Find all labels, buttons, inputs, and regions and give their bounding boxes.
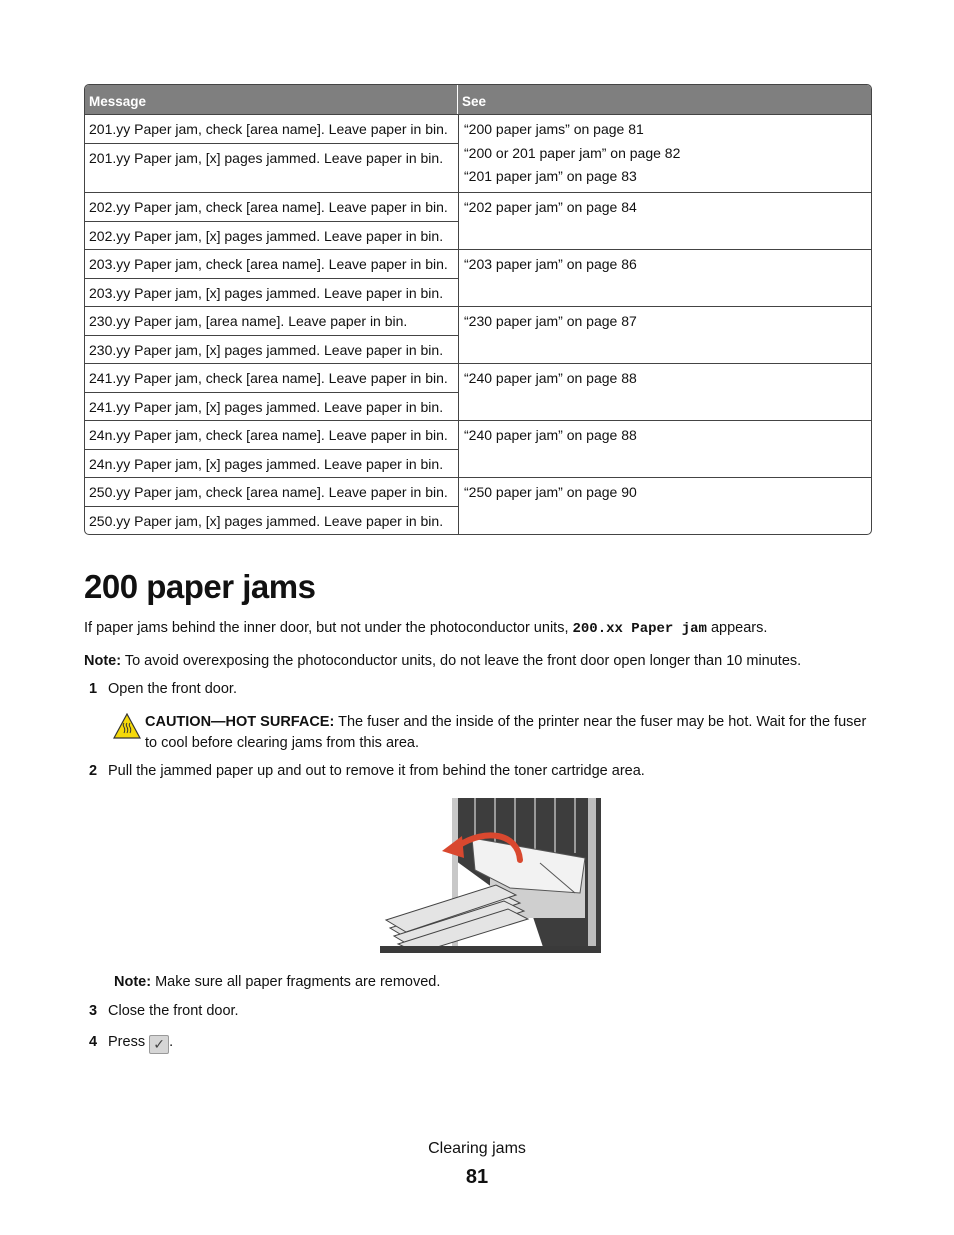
section-heading: 200 paper jams bbox=[84, 568, 316, 605]
message-cell-group bbox=[85, 193, 459, 249]
note-text-2: Make sure all paper fragments are removed. bbox=[155, 974, 441, 990]
see-reference: “200 or 201 paper jam” on page 82 bbox=[464, 144, 681, 161]
message-cell: 201.yy Paper jam, [x] pages jammed. Leave paper in bin. bbox=[85, 143, 458, 171]
note-overexpose bbox=[84, 651, 801, 671]
see-cell bbox=[459, 421, 871, 477]
printer-paper-jam-illustration bbox=[380, 798, 601, 953]
step-text-3: Close the front door. bbox=[108, 1003, 239, 1019]
table-row-group bbox=[85, 477, 871, 534]
page-number: 81 bbox=[465, 1166, 489, 1188]
hot-surface-warning-icon bbox=[113, 713, 141, 739]
note-fragments bbox=[114, 972, 440, 992]
see-cell bbox=[459, 364, 871, 420]
see-reference: “203 paper jam” on page 86 bbox=[464, 255, 637, 272]
message-cell-group bbox=[85, 478, 459, 534]
see-reference: “201 paper jam” on page 83 bbox=[464, 168, 637, 184]
see-reference: “240 paper jam” on page 88 bbox=[464, 426, 637, 443]
see-reference: “202 paper jam” on page 84 bbox=[464, 198, 637, 215]
step-number-1: 1 bbox=[89, 681, 98, 697]
note-label: Note: bbox=[84, 653, 122, 669]
table-row-group bbox=[85, 192, 871, 249]
check-key-icon: ✓ bbox=[149, 1035, 169, 1054]
message-cell-group bbox=[85, 250, 459, 306]
step-text-2: Pull the jammed paper up and out to remove it from behind the toner cartridge area. bbox=[108, 763, 645, 779]
message-cell: 241.yy Paper jam, check [area name]. Leave paper in bin. bbox=[89, 369, 448, 386]
see-cell bbox=[459, 478, 871, 534]
intro-paragraph bbox=[84, 618, 767, 639]
message-cell: 241.yy Paper jam, [x] pages jammed. Leave paper in bin. bbox=[85, 392, 458, 420]
step-number-2: 2 bbox=[89, 763, 98, 779]
intro-text: If paper jams behind the inner door, but not under the photoconductor units, bbox=[84, 620, 569, 636]
message-table bbox=[84, 84, 872, 535]
message-cell: 250.yy Paper jam, check [area name]. Leave paper in bin. bbox=[89, 483, 448, 500]
header-message: Message bbox=[85, 85, 458, 114]
step-text-1: Open the front door. bbox=[108, 681, 237, 697]
message-cell: 230.yy Paper jam, [area name]. Leave paper in bin. bbox=[89, 312, 408, 329]
table-body bbox=[85, 114, 871, 534]
message-cell: 230.yy Paper jam, [x] pages jammed. Leave paper in bin. bbox=[85, 335, 458, 363]
message-cell: 201.yy Paper jam, check [area name]. Leave paper in bin. bbox=[89, 121, 448, 137]
press-suffix: . bbox=[169, 1034, 174, 1050]
message-cell: 203.yy Paper jam, check [area name]. Leave paper in bin. bbox=[89, 255, 448, 272]
intro-text-end: appears. bbox=[710, 620, 768, 636]
footer-section: Clearing jams bbox=[428, 1140, 526, 1157]
message-cell: 203.yy Paper jam, [x] pages jammed. Leave paper in bin. bbox=[85, 278, 458, 306]
see-reference: “230 paper jam” on page 87 bbox=[464, 312, 637, 329]
step-text-4 bbox=[108, 1034, 173, 1054]
message-cell: 24n.yy Paper jam, [x] pages jammed. Leave paper in bin. bbox=[85, 449, 458, 477]
message-cell: 24n.yy Paper jam, check [area name]. Leave paper in bin. bbox=[89, 426, 448, 443]
table-header bbox=[85, 85, 871, 114]
table-row-group bbox=[85, 306, 871, 363]
see-reference: “240 paper jam” on page 88 bbox=[464, 369, 637, 386]
see-reference: “250 paper jam” on page 90 bbox=[464, 483, 637, 500]
header-see: See bbox=[462, 94, 487, 109]
intro-code: 200.xx Paper jam bbox=[572, 621, 707, 637]
message-cell-group bbox=[85, 421, 459, 477]
step-number-3: 3 bbox=[89, 1003, 98, 1019]
see-cell bbox=[459, 307, 871, 363]
message-cell-group bbox=[85, 307, 459, 363]
message-cell: 250.yy Paper jam, [x] pages jammed. Leave paper in bin. bbox=[85, 506, 458, 534]
message-cell: 202.yy Paper jam, [x] pages jammed. Leave paper in bin. bbox=[85, 221, 458, 249]
caution-label: CAUTION—HOT SURFACE: bbox=[145, 714, 335, 730]
note-text: To avoid overexposing the photoconductor units, do not leave the front door open longer than 10 minutes. bbox=[124, 653, 802, 669]
see-cell bbox=[459, 115, 871, 192]
table-row-group bbox=[85, 249, 871, 306]
see-cell bbox=[459, 250, 871, 306]
see-reference: “200 paper jams” on page 81 bbox=[464, 121, 644, 137]
message-cell-group bbox=[85, 115, 459, 192]
table-row-group bbox=[85, 114, 871, 192]
note-label-2: Note: bbox=[114, 974, 152, 990]
table-row-group bbox=[85, 363, 871, 420]
caution-text: The fuser and the inside of the printer near the fuser may be hot. Wait for the fuser to cool before clearing jams from this area. bbox=[145, 714, 867, 751]
caution-message bbox=[145, 712, 870, 753]
message-cell: 202.yy Paper jam, check [area name]. Leave paper in bin. bbox=[89, 198, 448, 215]
table-row-group bbox=[85, 420, 871, 477]
step-number-4: 4 bbox=[89, 1034, 98, 1050]
message-cell-group bbox=[85, 364, 459, 420]
see-cell bbox=[459, 193, 871, 249]
press-label: Press bbox=[108, 1034, 146, 1050]
